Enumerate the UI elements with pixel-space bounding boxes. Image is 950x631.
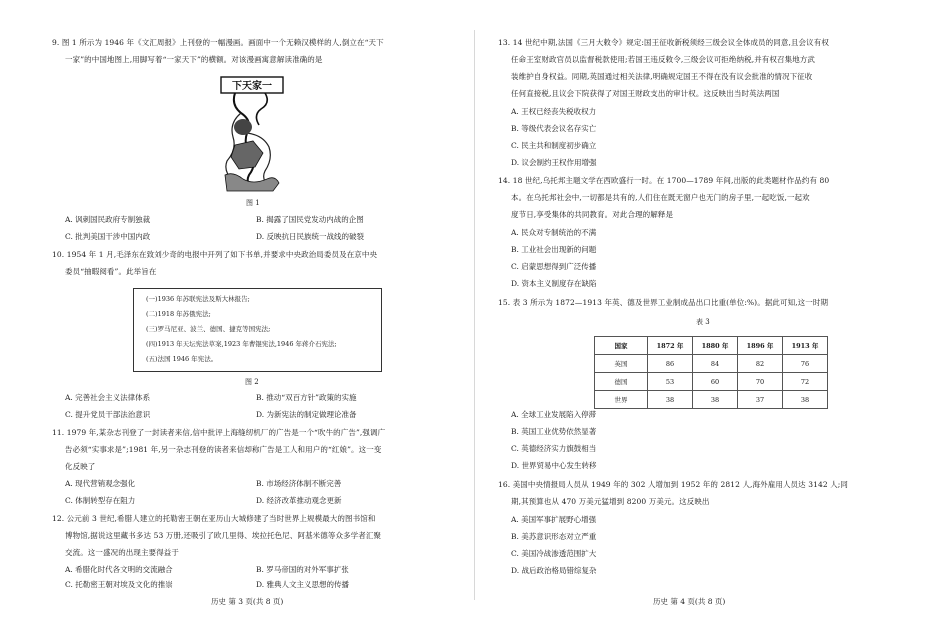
figure-1-caption: 图 1 [246, 199, 260, 207]
table-header-cell: 国家 [595, 337, 648, 355]
table-cell: 86 [648, 355, 693, 373]
q10-option-d: D. 为新宪法的制定做理论准备 [256, 410, 357, 419]
table-cell: 84 [693, 355, 738, 373]
q10-stem-line2: 委员“抽暇阅看”。此举旨在 [65, 267, 157, 276]
q9-stem-line1: 9. 图 1 所示为 1946 年《文汇周报》上刊登的一幅漫画。画面中一个无赖汉模样的人,倒立在“天下 [52, 38, 384, 47]
q12-stem-line3: 交流。这一盛况的出现主要得益于 [65, 548, 179, 557]
q16-stem-line2: 期,其预算也从 470 万美元猛增到 8200 万美元。这反映出 [511, 497, 710, 506]
table-cell: 德国 [595, 373, 648, 391]
table-row [595, 391, 828, 409]
q11-stem-line1: 11. 1979 年,某杂志刊登了一封读者来信,信中批评上海缝纫机厂的广告是一个“吹牛的广告”,强调广 [52, 428, 386, 437]
q13-option-c: C. 民主共和制度初步确立 [511, 141, 597, 150]
table-row [595, 373, 828, 391]
q13-option-a: A. 王权已经丧失税收权力 [511, 107, 597, 116]
q15-stem-line1: 15. 表 3 所示为 1872—1913 年英、德及世界工业制成品出口比重(单位:%)。据此可知,这一时期 [498, 298, 829, 307]
q16-stem-line1: 16. 美国中央情报局人员从 1949 年的 302 人增加到 1952 年的 2812 人,海外雇用人员达 3142 人;同 [498, 480, 849, 489]
q12-option-a: A. 希腊化时代各文明的交流融合 [65, 565, 173, 574]
book-list-item: (一)1936 年苏联宪法及斯大林报告; [146, 295, 250, 303]
q11-option-c: C. 体制转型存在阻力 [65, 496, 136, 505]
q9-option-d: D. 反映抗日民族统一战线的破裂 [256, 232, 365, 241]
table-header-cell: 1913 年 [783, 337, 828, 355]
table-cell: 38 [783, 391, 828, 409]
table-header-cell: 1896 年 [738, 337, 783, 355]
q12-stem-line1: 12. 公元前 3 世纪,希腊人建立的托勒密王朝在亚历山大城修建了当时世界上规模最大的图书馆和 [52, 514, 376, 523]
q13-stem-line1: 13. 14 世纪中期,法国《三月大敕令》规定:国王征收新税须经三级会议全体成员的同意,且会议有权 [498, 38, 829, 47]
q10-option-a: A. 完善社会主义法律体系 [65, 393, 151, 402]
table-3-caption: 表 3 [696, 318, 710, 326]
q12-option-c: C. 托勒密王朝对埃及文化的推崇 [65, 580, 173, 589]
page-footer-left: 历史 第 3 页(共 8 页) [211, 597, 284, 606]
q11-option-a: A. 现代营销观念强化 [65, 479, 136, 488]
table-cell: 76 [783, 355, 828, 373]
q15-option-b: B. 英国工业优势依然显著 [511, 427, 597, 436]
q9-stem-line2: 一家”的中国地图上,用脚写着“一家天下”的横额。对该漫画寓意解读准确的是 [65, 55, 323, 64]
table-header-cell: 1880 年 [693, 337, 738, 355]
q16-option-b: B. 美苏意识形态对立严重 [511, 532, 597, 541]
figure-2-caption: 图 2 [245, 378, 259, 386]
q10-option-b: B. 推动“双百方针”政策的实施 [256, 393, 357, 402]
table-cell: 82 [738, 355, 783, 373]
book-list-box [133, 288, 382, 372]
q14-stem-line2: 本。在乌托邦社会中,一切都是共有的,人们住在既无窗户也无门的房子里,一起吃饭,一起欢 [511, 193, 810, 202]
cartoon-figure-1 [213, 75, 291, 193]
q16-option-d: D. 战后政治格局错综复杂 [511, 566, 597, 575]
q15-option-a: A. 全球工业发展陷入停滞 [511, 410, 597, 419]
table-row [595, 355, 828, 373]
table-cell: 英国 [595, 355, 648, 373]
left-page [0, 0, 470, 631]
q15-option-c: C. 英德经济实力旗鼓相当 [511, 444, 597, 453]
q14-option-d: D. 资本主义制度存在缺陷 [511, 279, 597, 288]
right-page [478, 0, 950, 631]
page-divider [474, 30, 475, 600]
book-list-item: (三)罗马尼亚、波兰、德国、捷克等国宪法; [146, 325, 271, 333]
table-cell: 53 [648, 373, 693, 391]
table-cell: 世界 [595, 391, 648, 409]
q13-stem-line3: 装维护自身权益。同期,英国通过相关法律,明确规定国王不得在没有议会批准的情况下征收 [511, 72, 813, 81]
book-list-item: (二)1918 年苏俄宪法; [146, 310, 211, 318]
q11-option-d: D. 经济改革推动观念更新 [256, 496, 342, 505]
q11-option-b: B. 市场经济体制不断完善 [256, 479, 342, 488]
book-list-item: (五)法国 1946 年宪法。 [146, 355, 218, 363]
banner-text: 下天家一 [232, 81, 272, 92]
q11-stem-line3: 化反映了 [65, 462, 96, 471]
q14-option-b: B. 工业社会出现新的问题 [511, 245, 597, 254]
q10-option-c: C. 提升党员干部法治意识 [65, 410, 151, 419]
q16-option-a: A. 美国军事扩展野心增强 [511, 515, 597, 524]
table-header-cell: 1872 年 [648, 337, 693, 355]
q14-stem-line1: 14. 18 世纪,乌托邦主题文学在西欧盛行一时。在 1700—1789 年间,出版的此类题材作品约有 80 [498, 176, 830, 185]
page-footer-right: 历史 第 4 页(共 8 页) [653, 597, 726, 606]
book-list-item: (四)1913 年天坛宪法草案,1923 年曹锟宪法,1946 年蒋介石宪法; [146, 340, 337, 348]
q12-option-b: B. 罗马帝国的对外军事扩张 [256, 565, 349, 574]
table-cell: 60 [693, 373, 738, 391]
q13-stem-line2: 任命王室财政官员以监督税款使用;若国王违反敕令,三级会议可拒绝纳税,并有权召集地方武 [511, 55, 815, 64]
q11-stem-line2: 告必须“实事求是”;1981 年,另一杂志刊登的读者来信却称广告是工人和用户的“红娘”。这一变 [65, 445, 382, 454]
export-share-table [594, 336, 828, 409]
q15-option-d: D. 世界贸易中心发生转移 [511, 461, 597, 470]
table-cell: 38 [693, 391, 738, 409]
q16-option-c: C. 美国冷战渗透范围扩大 [511, 549, 597, 558]
table-cell: 70 [738, 373, 783, 391]
q13-option-b: B. 等级代表会议名存实亡 [511, 124, 597, 133]
q14-option-a: A. 民众对专制统治的不满 [511, 228, 597, 237]
q13-option-d: D. 议会制约王权作用增强 [511, 158, 597, 167]
q10-stem-line1: 10. 1954 年 1 月,毛泽东在致刘少奇的电报中开列了如下书单,并要求中央政治局委员及在京中央 [52, 250, 378, 259]
table-header-row [595, 337, 828, 355]
q9-option-c: C. 批判美国干涉中国内政 [65, 232, 151, 241]
q12-stem-line2: 博物馆,据说这里藏书多达 53 万册,还吸引了欧几里得、埃拉托色尼、阿基米德等众多学者汇聚 [65, 531, 382, 540]
q9-option-a: A. 讽刺国民政府专制独裁 [65, 215, 151, 224]
q12-option-d: D. 雅典人文主义思想的传播 [256, 580, 350, 589]
q9-option-b: B. 揭露了国民党发动内战的企图 [256, 215, 364, 224]
table-cell: 38 [648, 391, 693, 409]
table-cell: 37 [738, 391, 783, 409]
q14-option-c: C. 启蒙思想得到广泛传播 [511, 262, 597, 271]
table-cell: 72 [783, 373, 828, 391]
q14-stem-line3: 度节日,享受集体的共同教育。对此合理的解释是 [511, 210, 674, 219]
q13-stem-line4: 任何直接税,且议会下院获得了对国王财政支出的审计权。这反映出当时英法两国 [511, 89, 780, 98]
